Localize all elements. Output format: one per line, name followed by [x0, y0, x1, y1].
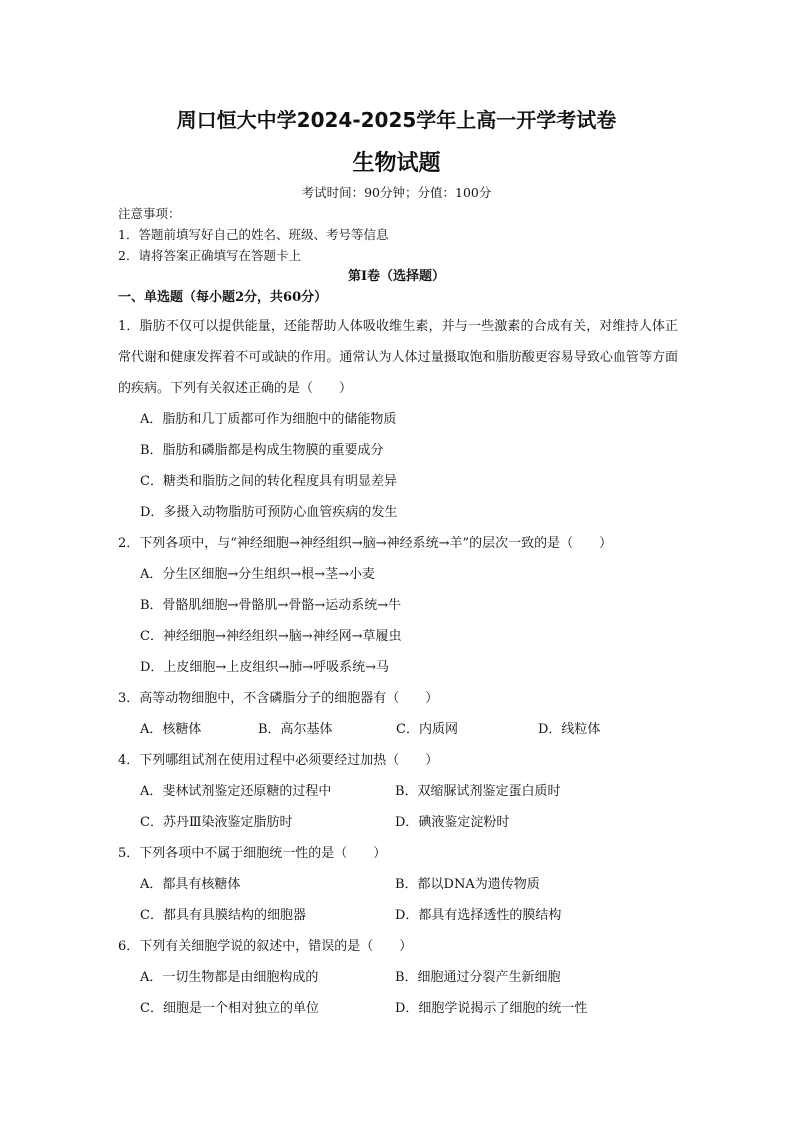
question-stem: 5．下列各项中不属于细胞统一性的是（ ） [118, 846, 387, 861]
question-stem: 6．下列有关细胞学说的叙述中，错误的是（ ） [118, 939, 413, 954]
option: C．内质网 [396, 722, 458, 737]
option: D．上皮细胞→上皮组织→肺→呼吸系统→马 [140, 660, 389, 675]
option: D．细胞学说揭示了细胞的统一性 [395, 1001, 588, 1016]
question [118, 528, 678, 683]
option-row [118, 807, 678, 838]
section-title: 第Ⅰ卷（选择题） [347, 269, 446, 284]
option: D．都具有选择透性的膜结构 [395, 908, 562, 923]
exam-info: 考试时间：90分钟；分值：100分 [301, 185, 492, 200]
question [118, 683, 678, 745]
option: A．一切生物都是由细胞构成的 [140, 970, 319, 985]
option: B．骨骼肌细胞→骨骼肌→骨骼→运动系统→牛 [140, 598, 402, 613]
question-stem: 2．下列各项中，与“神经细胞→神经组织→脑→神经系统→羊”的层次一致的是（ ） [118, 536, 613, 551]
option: B．都以DNA为遗传物质 [395, 877, 540, 892]
question [118, 838, 678, 931]
option-row [118, 714, 678, 745]
option-row [118, 869, 678, 900]
option: B．高尔基体 [258, 722, 333, 737]
option-row [118, 962, 678, 993]
notes-heading: 注意事项： [118, 206, 181, 221]
question [118, 311, 678, 528]
option: D．线粒体 [538, 722, 601, 737]
option: A．都具有核糖体 [140, 877, 241, 892]
option: C．神经细胞→神经组织→脑→神经网→草履虫 [140, 629, 402, 644]
option: A．核糖体 [140, 722, 202, 737]
option: D．碘液鉴定淀粉时 [395, 815, 510, 830]
notes-item: 2．请将答案正确填写在答题卡上 [118, 248, 301, 263]
question-stem: 4．下列哪组试剂在使用过程中必须要经过加热（ ） [118, 753, 439, 768]
question [118, 931, 678, 1024]
option: B．细胞通过分裂产生新细胞 [395, 970, 561, 985]
question-stem: 1．脂肪不仅可以提供能量，还能帮助人体吸收维生素，并与一些激素的合成有关，对维持人体正常代谢和健康发挥着不可或缺的作用。通常认为人体过量摄取饱和脂肪酸更容易导致心血管等方面的疾病。下列有关叙述正确的是（ ） [118, 319, 678, 396]
option: C．糖类和脂肪之间的转化程度具有明显差异 [140, 474, 397, 489]
option: C．细胞是一个相对独立的单位 [140, 1001, 319, 1016]
option-row [118, 776, 678, 807]
subject-title: 生物试题 [352, 151, 441, 176]
option: C．苏丹Ⅲ染液鉴定脂肪时 [140, 815, 293, 830]
option: D．多摄入动物脂肪可预防心血管疾病的发生 [140, 505, 398, 520]
questions-list [118, 311, 678, 1024]
option: C．都具有具膜结构的细胞器 [140, 908, 306, 923]
option: A．脂肪和几丁质都可作为细胞中的储能物质 [140, 412, 397, 427]
option: A．斐林试剂鉴定还原糖的过程中 [140, 784, 332, 799]
question-stem: 3．高等动物细胞中，不含磷脂分子的细胞器有（ ） [118, 691, 439, 706]
notes-block [118, 203, 388, 266]
question [118, 745, 678, 838]
option-row [118, 993, 678, 1024]
option: B．双缩脲试剂鉴定蛋白质时 [395, 784, 561, 799]
notes-item: 1．答题前填写好自己的姓名、班级、考号等信息 [118, 227, 389, 242]
option-row [118, 900, 678, 931]
option: B．脂肪和磷脂都是构成生物膜的重要成分 [140, 443, 384, 458]
option: A．分生区细胞→分生组织→根→茎→小麦 [140, 567, 375, 582]
part-title: 一、单选题（每小题2分，共60分） [118, 290, 328, 305]
page-title: 周口恒大中学2024-2025学年上高一开学考试卷 [176, 108, 617, 132]
